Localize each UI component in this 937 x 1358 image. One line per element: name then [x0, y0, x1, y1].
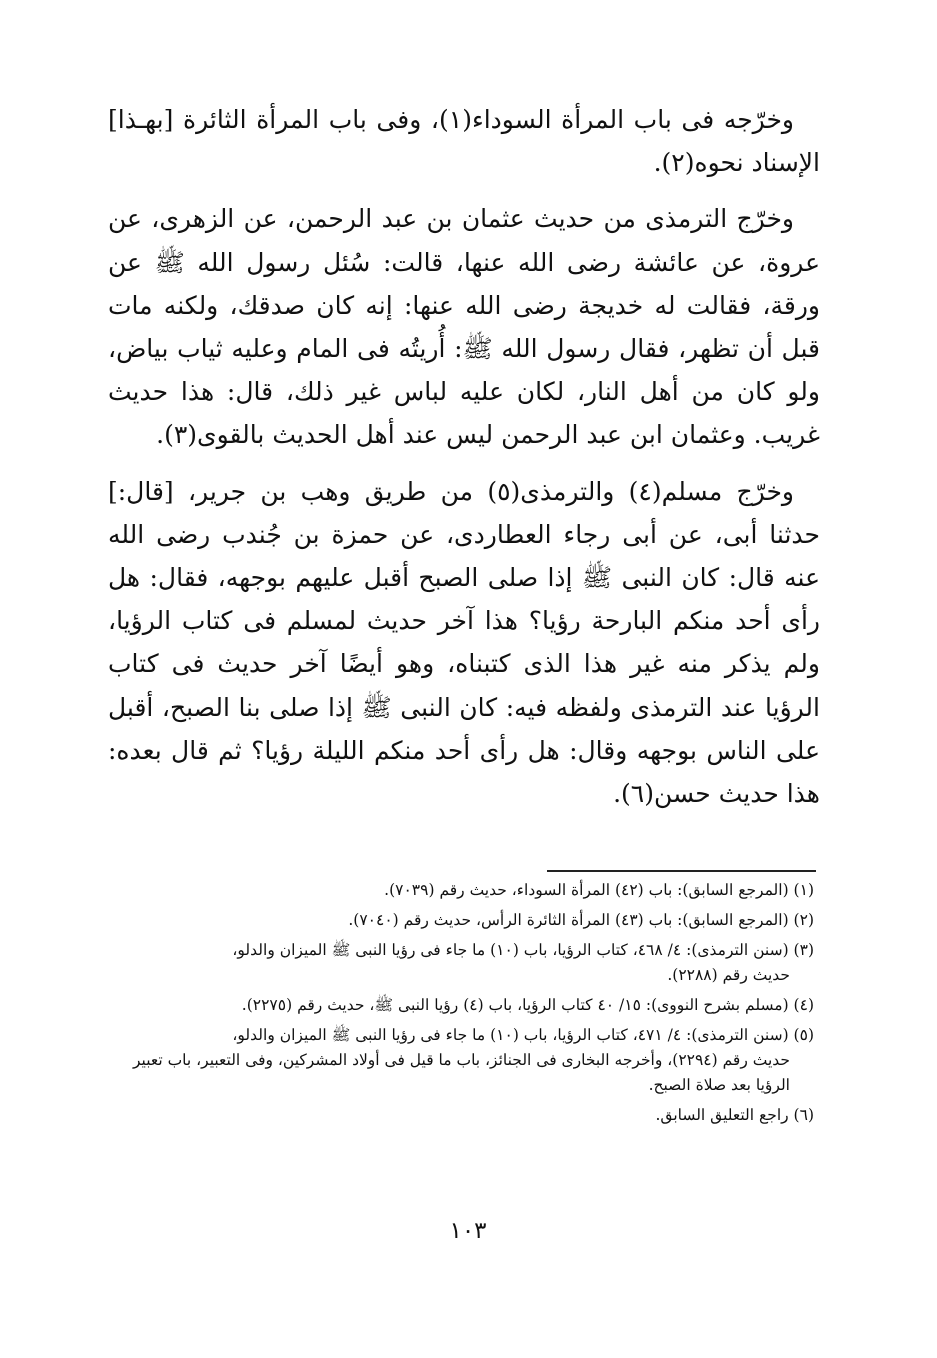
- footnote-5: [100, 1023, 814, 1098]
- footnote-text: (٤) (مسلم بشرح النووى): ١٥/ ٤٠ كتاب الرؤيا، باب (٤) رؤيا النبى ﷺ، حديث رقم (٢٢٧٥).: [241, 996, 814, 1014]
- main-text: [108, 98, 820, 815]
- footnote-2: [100, 908, 814, 933]
- footnote-text: (٦) راجع التعليق السابق.: [655, 1106, 814, 1124]
- footnote-continuation: حديث رقم (٢٢٩٤)، وأخرجه البخارى فى الجنائز، باب ما قيل فى أولاد المشركين، وفى التعبير، باب تعبير الرؤيا بعد صلاة الصبح.: [132, 1051, 790, 1094]
- footnote-text: (٣) (سنن الترمذى): ٤/ ٤٦٨، كتاب الرؤيا، باب (١٠) ما جاء فى رؤيا النبى ﷺ الميزان والدلو،: [232, 941, 814, 959]
- paragraph-3: وخرّج مسلم(٤) والترمذى(٥) من طريق وهب بن جرير، [قال:] حدثنا أبى، عن أبى رجاء العطاردى، عن حمزة بن جُندب رضى الله عنه قال: كان النبى ﷺ إذا صلى الصبح أقبل عليهم بوجهه، فقال: هل رأى أحد منكم البارحة رؤيا؟ هذا آخر حديث لمسلم فى كتاب الرؤيا، ولم يذكر منه غير هذا الذى كتبناه، وهو أيضًا آخر حديث فى كتاب الرؤيا عند الترمذى ولفظه فيه: كان النبى ﷺ إذا صلى بنا الصبح، أقبل على الناس بوجهه وقال: هل رأى أحد منكم الليلة رؤيا؟ ثم قال بعده: هذا حديث حسن(٦).: [108, 476, 820, 809]
- footnote-text: (١) (المرجع السابق): باب (٤٢) المرأة السوداء، حديث رقم (٧٠٣٩).: [384, 881, 814, 899]
- footnote-text: (٥) (سنن الترمذى): ٤/ ٤٧١، كتاب الرؤيا، باب (١٠) ما جاء فى رؤيا النبى ﷺ الميزان والدلو،: [232, 1026, 814, 1044]
- paragraph-2: وخرّج الترمذى من حديث عثمان بن عبد الرحمن، عن الزهرى، عن عروة، عن عائشة رضى الله عنها، قالت: سُئل رسول الله ﷺ عن ورقة، فقالت له خديجة رضى الله عنها: إنه كان صدقك، ولكنه مات قبل أن تظهر، فقال رسول الله ﷺ: أُريتُه فى المام وعليه ثياب بياض، ولو كان من أهل النار، لكان عليه لباس غير ذلك، قال: هذا حديث غريب. وعثمان ابن عبد الرحمن ليس عند أهل الحديث بالقوى(٣).: [108, 204, 820, 450]
- footnote-continuation: حديث رقم (٢٢٨٨).: [667, 966, 790, 984]
- footnote-3: [100, 938, 814, 988]
- footnote-4: [100, 993, 814, 1018]
- footnote-1: [100, 878, 814, 903]
- page-number: ١٠٣: [449, 1218, 487, 1244]
- footnote-divider: [547, 870, 816, 872]
- footnotes-section: [100, 878, 814, 1133]
- footnote-6: [100, 1103, 814, 1128]
- paragraph-1: وخرّجه فى باب المرأة السوداء(١)، وفى باب المرأة الثائرة [بهـذا] الإسناد نحوه(٢).: [108, 105, 820, 178]
- footnote-text: (٢) (المرجع السابق): باب (٤٣) المرأة الثائرة الرأس، حديث رقم (٧٠٤٠).: [348, 911, 814, 929]
